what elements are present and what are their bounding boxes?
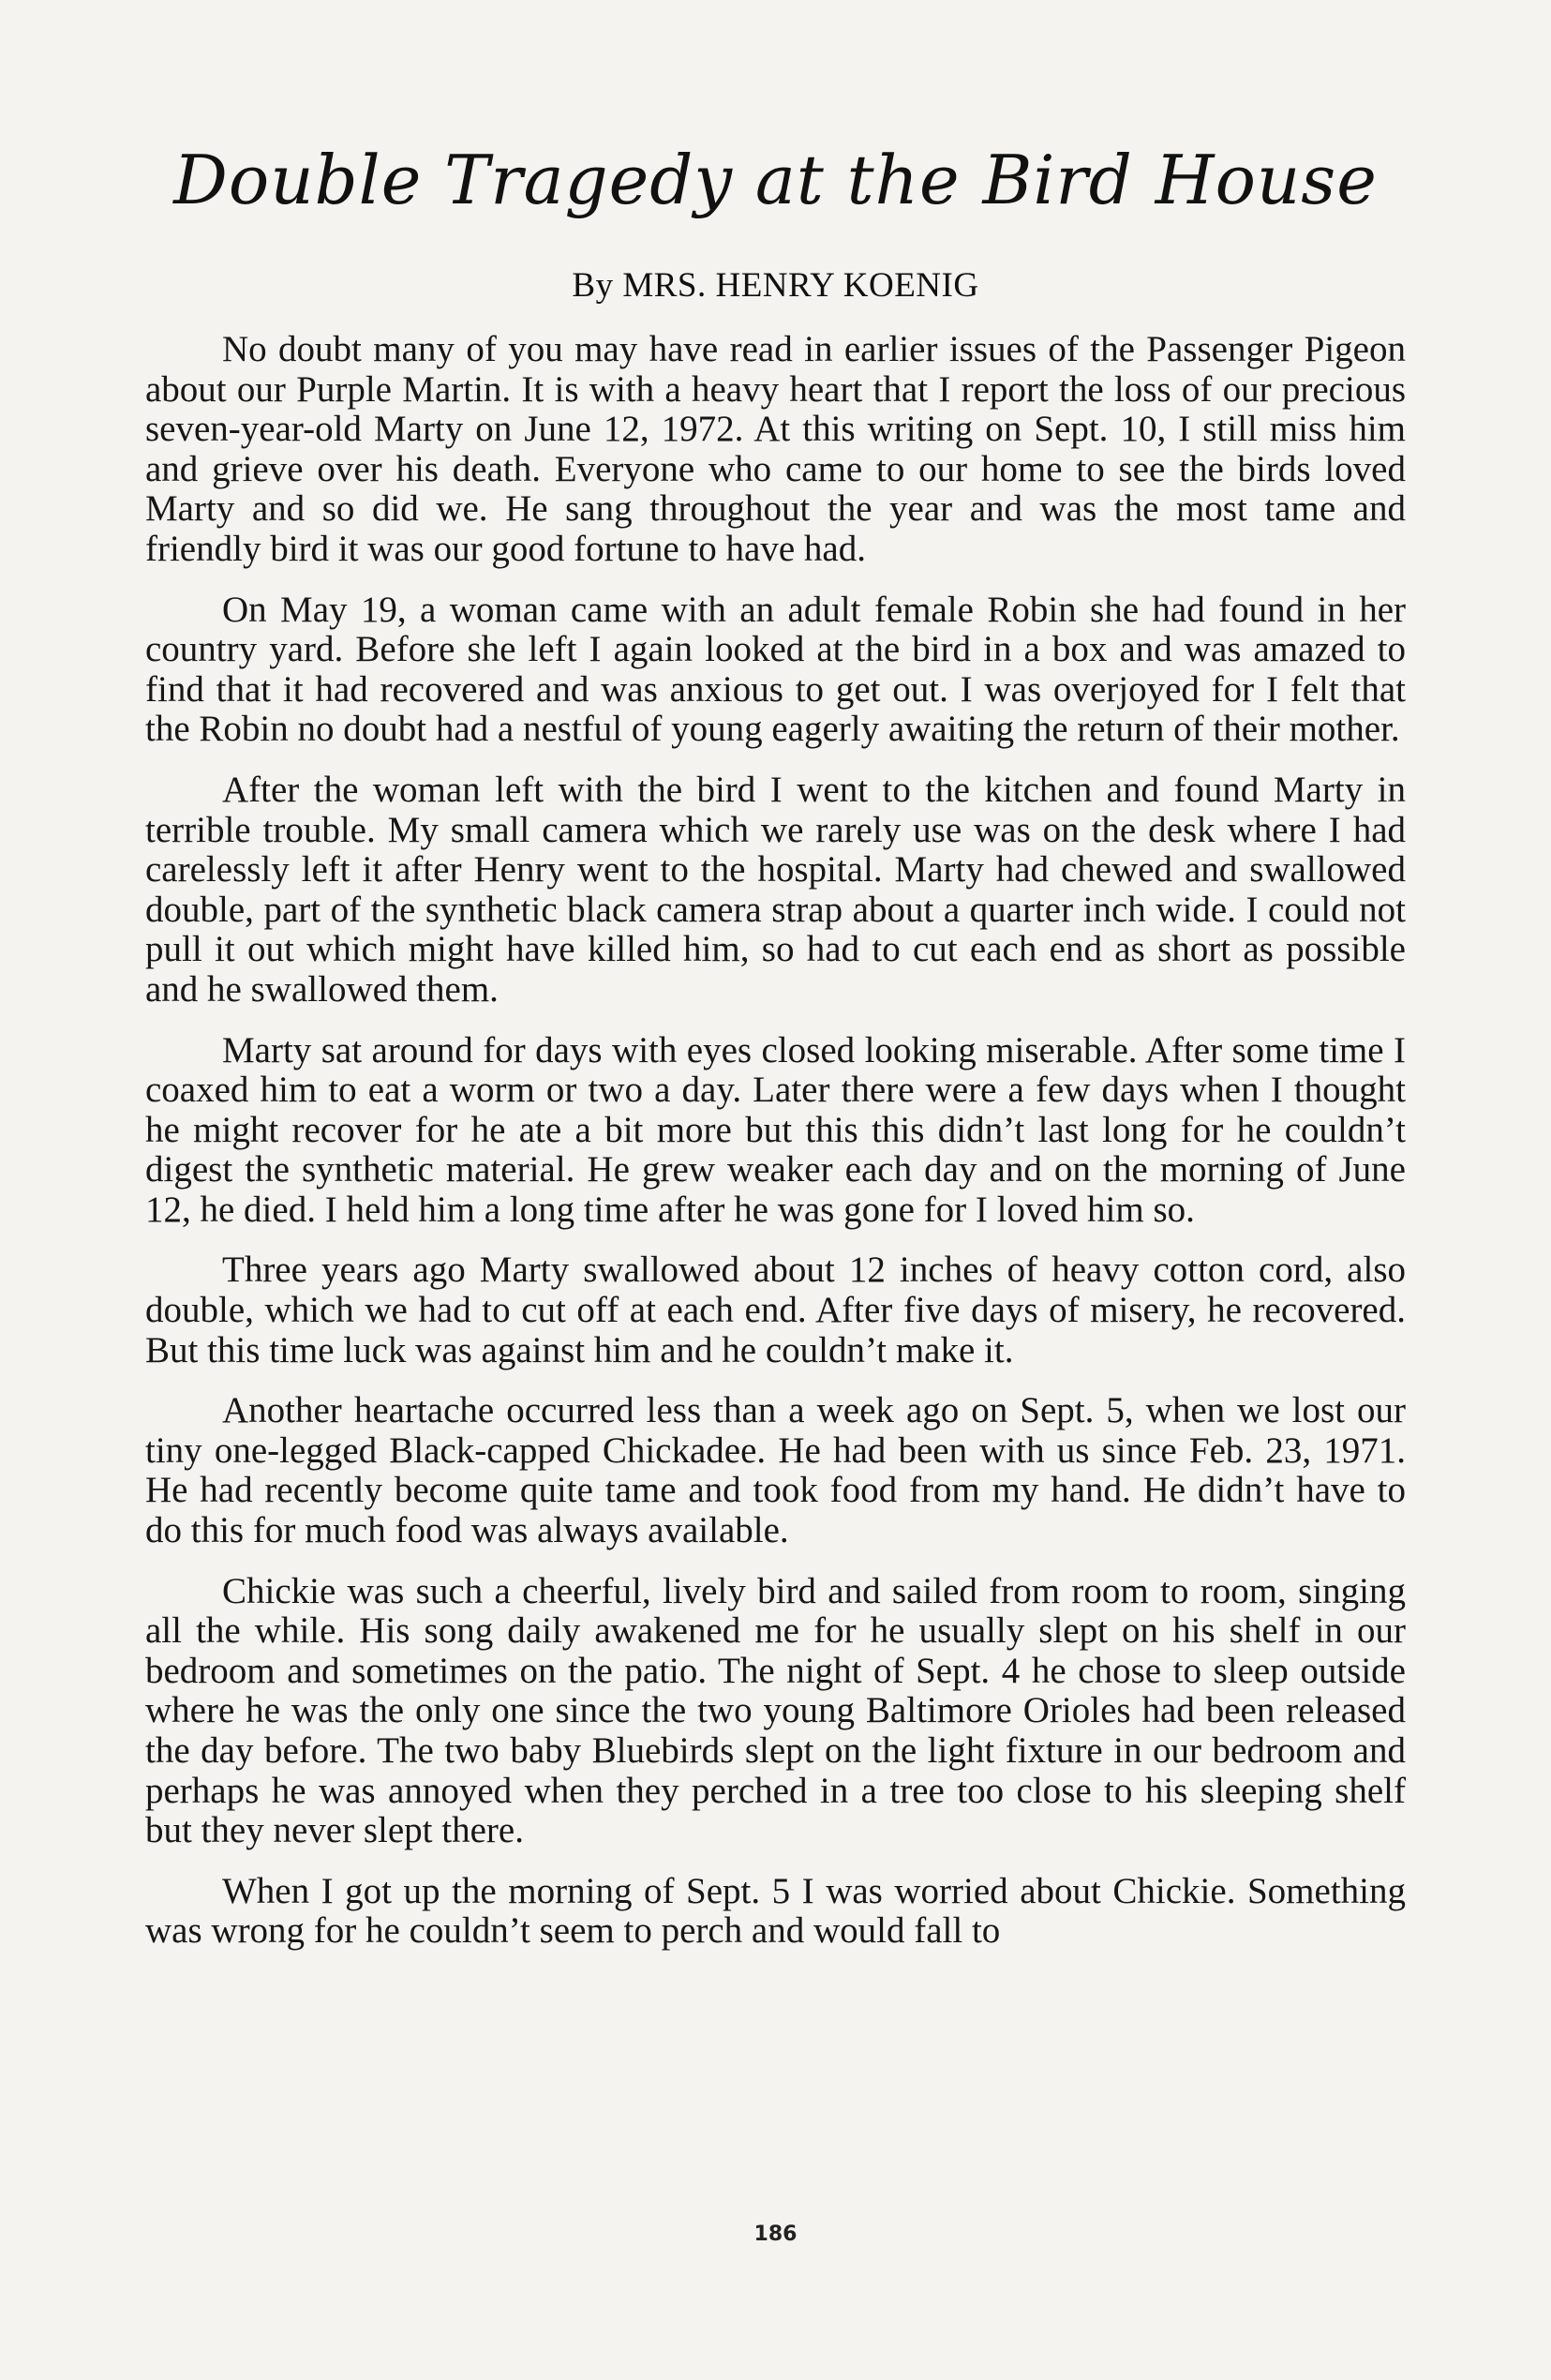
article-title: Double Tragedy at the Bird House [173, 141, 1378, 219]
paragraph: Marty sat around for days with eyes closed looking miserable. After some time I coaxed him to eat a worm or two a day. Later there were a few days when I thought he might recover for he ate a bit more but this this didn’t last long for he couldn’t digest the synthetic material. He grew weaker each day and on the morning of June 12, he died. I held him a long time after he was gone for I loved him so. [145, 1029, 1406, 1230]
paragraph: No doubt many of you may have read in earlier issues of the Passenger Pigeon about our Purple Martin. It is with a heavy heart that I report the loss of our precious seven-year-old Marty on June 12, 1972. At this writing on Sept. 10, I still miss him and grieve over his death. Everyone who came to our home to see the birds loved Marty and so did we. He sang throughout the year and was the most tame and friendly bird it was our good fortune to have had. [145, 329, 1406, 569]
paragraph: After the woman left with the bird I went to the kitchen and found Marty in terrible trouble. My small camera which we rarely use was on the desk where I had carelessly left it after Henry went to the hospital. Marty had chewed and swallowed double, part of the synthetic black camera strap about a quarter inch wide. I could not pull it out which might have killed him, so had to cut each end as short as possible and he swallowed them. [145, 769, 1406, 1010]
paragraph: Chickie was such a cheerful, lively bird and sailed from room to room, singing all the while. His song daily awakened me for he usually slept on his shelf in our bedroom and sometimes on the patio. The night of Sept. 4 he chose to sleep outside where he was the only one since the two young Baltimore Orioles had been released the day before. The two baby Bluebirds slept on the light fixture in our bedroom and perhaps he was annoyed when they perched in a tree too close to his sleeping shelf but they never slept there. [145, 1570, 1406, 1851]
paragraph: On May 19, a woman came with an adult female Robin she had found in her country yard. Before she left I again looked at the bird in a box and was amazed to find that it had recovered and was anxious to get out. I was overjoyed for I felt that the Robin no doubt had a nestful of young eagerly awaiting the return of their mother. [145, 589, 1406, 750]
paragraph: Another heartache occurred less than a week ago on Sept. 5, when we lost our tiny one-legged Black-capped Chickadee. He had been with us since Feb. 23, 1971. He had recently become quite tame and took food from my hand. He didn’t have to do this for much food was always available. [145, 1390, 1406, 1551]
article-body [145, 330, 1406, 1972]
paragraph: Three years ago Marty swallowed about 12 inches of heavy cotton cord, also double, which we had to cut off at each end. After five days of misery, he recovered. But this time luck was against him and he couldn’t make it. [145, 1250, 1406, 1370]
paragraph: When I got up the morning of Sept. 5 I was worried about Chickie. Something was wrong for he couldn’t seem to perch and would fall to [145, 1870, 1406, 1952]
page-number: 186 [753, 2223, 798, 2246]
article-byline: By MRS. HENRY KOENIG [572, 266, 979, 305]
